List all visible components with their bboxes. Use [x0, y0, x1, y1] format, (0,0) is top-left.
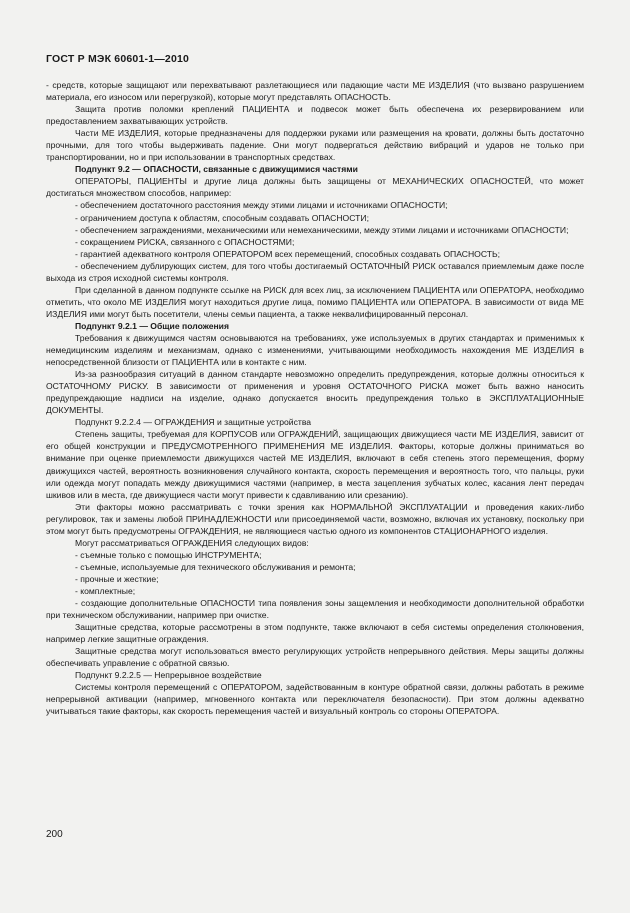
body-paragraph: - обеспечением заграждениями, механическими или немеханическими, между этими лицами и источниками ОПАСНОСТИ; [75, 224, 569, 235]
body-paragraph: Требования к движущимся частям основываются на требованиях, уже используемых в других стандартах и применимых к немедицинским изделиям и механизмам, однако с изменениями, учитывающими необходимость нахождения МЕ ИЗДЕЛИЯ в непосредственной близости от ПАЦИЕНТА или в контакте с ним. [46, 332, 584, 368]
body-paragraph: - обеспечением достаточного расстояния между этими лицами и источниками ОПАСНОСТИ; [75, 200, 448, 211]
body-paragraph: - обеспечением дублирующих систем, для того чтобы достигаемый ОСТАТОЧНЫЙ РИСК оставался приемлемым даже после выхода из строя исходной системы контроля. [46, 260, 584, 283]
body-paragraph: - съемные только с помощью ИНСТРУМЕНТА; [75, 549, 262, 560]
document-header: ГОСТ Р МЭК 60601-1—2010 [46, 53, 190, 65]
subclause-heading: Подпункт 9.2 — ОПАСНОСТИ, связанные с движущимися частями [75, 164, 358, 175]
body-paragraph: - съемные, используемые для технического обслуживания и ремонта; [75, 561, 356, 572]
body-paragraph: Из-за разнообразия ситуаций в данном стандарте невозможно определить предупреждения, которые должны относиться к ОСТАТОЧНОМУ РИСКУ. В зависимости от применения и уровня ОСТАТОЧНОГО РИСКА может быть важно наносить предупреждающие надписи на изделие, однако допускается вносить предупреждения только в ЭКСПЛУАТАЦИОННЫЕ ДОКУМЕНТЫ. [46, 369, 584, 416]
body-paragraph: Эти факторы можно рассматривать с точки зрения как НОРМАЛЬНОЙ ЭКСПЛУАТАЦИИ и проведения каких-либо регулировок, так и замены любой ПРИНАДЛЕЖНОСТИ или присоединяемой части, возможно, включая их установку, поскольку при этом могут быть предусмотрены ОГРАЖДЕНИЯ, не являющиеся частью одного из компонентов СТАЦИОНАРНОГО изделия. [46, 501, 584, 536]
body-paragraph: - средств, которые защищают или перехватывают разлетающиеся или падающие части МЕ ИЗДЕЛИЯ (что вызвано разрушением материала, его износом или перегрузкой), которые могут представлять ОПАСНОСТЬ. [46, 80, 584, 103]
body-paragraph: Защита против поломки креплений ПАЦИЕНТА и подвесок может быть обеспечена их резервированием или предоставлением захватывающих устройств. [46, 104, 584, 127]
document-body [46, 79, 584, 717]
body-paragraph: Степень защиты, требуемая для КОРПУСОВ или ОГРАЖДЕНИЙ, защищающих движущиеся части МЕ ИЗДЕЛИЯ, зависит от его общей конструкции и ПРЕДУСМОТРЕННОГО ПРИМЕНЕНИЯ МЕ ИЗДЕЛИЯ. Факторы, которые должны приниматься во внимание при оценке приемлемости движущихся частей МЕ ИЗДЕЛИЯ, включают в себя степень этого перемещения, форму движущихся частей, вероятность возникновения случайного контакта, скорость перемещения и вероятность того, что пальцы, руки или одежда могут попадать между движущимися частями (например, в места зацепления зубчатых колес, касания лент передач шкивов или в места, где движущиеся части могут привести к сдавливанию или срезанию). [46, 429, 584, 500]
body-paragraph: Подпункт 9.2.2.4 — ОГРАЖДЕНИЯ и защитные устройства [75, 417, 312, 428]
body-paragraph: - ограничением доступа к областям, способным создавать ОПАСНОСТИ; [75, 212, 369, 223]
body-paragraph: - гарантией адекватного контроля ОПЕРАТОРОМ всех перемещений, способных создавать ОПАСНОСТЬ; [75, 248, 501, 259]
body-paragraph: При сделанной в данном подпункте ссылке на РИСК для всех лиц, за исключением ПАЦИЕНТА или ОПЕРАТОРА, необходимо отметить, что около МЕ ИЗДЕЛИЯ могут находиться другие лица, помимо ПАЦИЕНТА или ОПЕРАТОРА. В зависимости от вида МЕ ИЗДЕЛИЯ ими могут быть посетители, члены семьи пациента, а также неквалифицированный персонал. [46, 284, 584, 319]
body-paragraph: - создающие дополнительные ОПАСНОСТИ типа появления зоны защемления и необходимости дополнительной обработки при техническом обслуживании, например при очистке. [46, 598, 584, 621]
body-paragraph: Могут рассматриваться ОГРАЖДЕНИЯ следующих видов: [75, 537, 309, 548]
body-paragraph: Защитные средства, которые рассмотрены в этом подпункте, также включают в себя системы определения столкновения, например легкие защитные ограждения. [46, 622, 584, 645]
body-paragraph: Части МЕ ИЗДЕЛИЯ, которые предназначены для поддержки руками или размещения на кровати, должны быть достаточно прочными, для того чтобы выдерживать падение. Они могут подвергаться действию вибраций и ударов не только при транспортировании, но и при использовании в транспортных средствах. [46, 128, 584, 163]
page-number: 200 [46, 829, 63, 840]
body-paragraph: - комплектные; [75, 585, 136, 596]
body-paragraph: Подпункт 9.2.2.5 — Непрерывное воздействие [75, 670, 262, 681]
body-paragraph: Защитные средства могут использоваться вместо регулирующих устройств непрерывного действия. Меры защиты должны обеспечивать управление с обратной связью. [46, 646, 584, 669]
body-paragraph: - прочные и жесткие; [75, 573, 159, 584]
subclause-heading: Подпункт 9.2.1 — Общие положения [75, 320, 229, 331]
body-paragraph: ОПЕРАТОРЫ, ПАЦИЕНТЫ и другие лица должны быть защищены от МЕХАНИЧЕСКИХ ОПАСНОСТЕЙ, что может достигаться множеством способов, например: [46, 176, 584, 199]
body-paragraph: Системы контроля перемещений с ОПЕРАТОРОМ, задействованным в контуре обратной связи, должны работать в режиме непрерывной активации (например, мгновенного контакта или переключателя безопасности). При этом должны адекватно учитываться такие факторы, как скорость перемещения частей и визуальный контроль со стороны ОПЕРАТОРА. [46, 682, 584, 717]
body-paragraph: - сокращением РИСКА, связанного с ОПАСНОСТЯМИ; [75, 236, 295, 247]
